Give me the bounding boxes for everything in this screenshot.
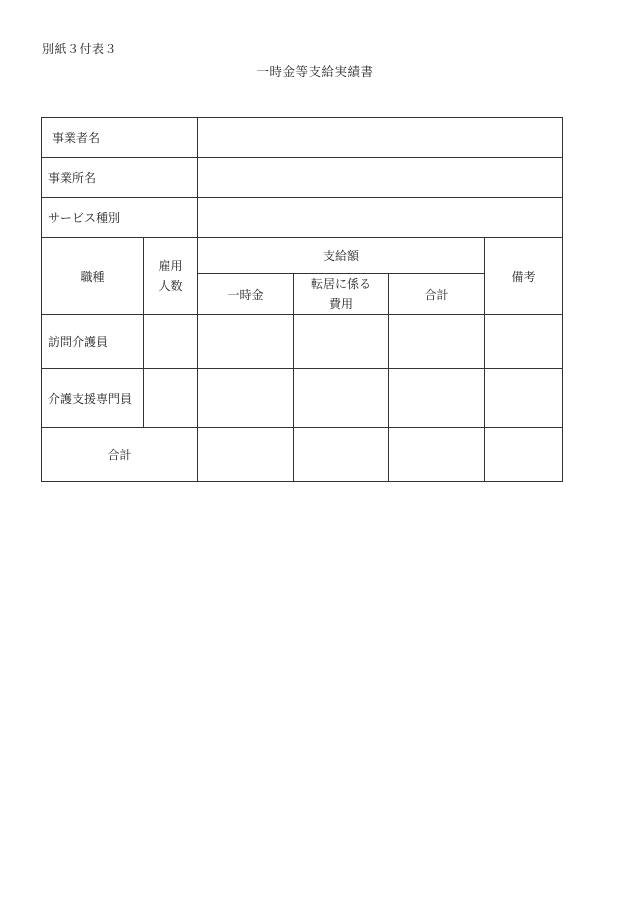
document-title: 一時金等支給実績書 — [256, 64, 374, 79]
table-row — [42, 369, 563, 428]
service-type-row — [42, 198, 563, 238]
subtotal-cell[interactable] — [389, 315, 485, 369]
service-type-label: サービス種別 — [42, 198, 198, 238]
business-operator-label — [42, 118, 198, 158]
total-lump-sum-cell[interactable] — [198, 428, 294, 482]
relocation-cost-cell[interactable] — [294, 369, 389, 428]
remarks-cell[interactable] — [485, 315, 563, 369]
office-name-row — [42, 158, 563, 198]
relocation-cost-header-line1: 転居に係る — [311, 277, 372, 291]
office-name-value[interactable] — [198, 158, 563, 198]
relocation-cost-header — [294, 274, 389, 315]
relocation-cost-header-line2: 費用 — [329, 297, 354, 311]
relocation-cost-cell[interactable] — [294, 315, 389, 369]
office-name-label: 事業所名 — [42, 158, 198, 198]
business-operator-value[interactable] — [198, 118, 563, 158]
employee-count-header-line1: 雇用 — [158, 259, 183, 273]
subtotal-header: 合計 — [389, 274, 485, 315]
lump-sum-cell[interactable] — [198, 315, 294, 369]
employee-count-header — [144, 238, 198, 315]
total-row-label: 合計 — [42, 428, 198, 482]
subtotal-cell[interactable] — [389, 369, 485, 428]
employee-count-cell[interactable] — [144, 315, 198, 369]
employee-count-header-line2: 人数 — [158, 279, 183, 293]
business-operator-row — [42, 118, 563, 158]
service-type-value[interactable] — [198, 198, 563, 238]
document-reference-label: 別紙３付表３ — [42, 42, 118, 56]
employee-count-cell[interactable] — [144, 369, 198, 428]
total-subtotal-cell[interactable] — [389, 428, 485, 482]
payment-amount-header: 支給額 — [198, 238, 485, 274]
business-operator-label-text: 事業者名 — [52, 131, 101, 145]
lump-sum-cell[interactable] — [198, 369, 294, 428]
total-relocation-cost-cell[interactable] — [294, 428, 389, 482]
payment-record-table — [41, 117, 563, 482]
lump-sum-header: 一時金 — [198, 274, 294, 315]
job-type-cell: 訪問介護員 — [42, 315, 144, 369]
table-row — [42, 315, 563, 369]
header-row-1 — [42, 238, 563, 274]
total-row — [42, 428, 563, 482]
remarks-cell[interactable] — [485, 369, 563, 428]
total-remarks-cell[interactable] — [485, 428, 563, 482]
remarks-header: 備考 — [485, 238, 563, 315]
job-type-cell: 介護支援専門員 — [42, 369, 144, 428]
job-type-header: 職種 — [42, 238, 144, 315]
